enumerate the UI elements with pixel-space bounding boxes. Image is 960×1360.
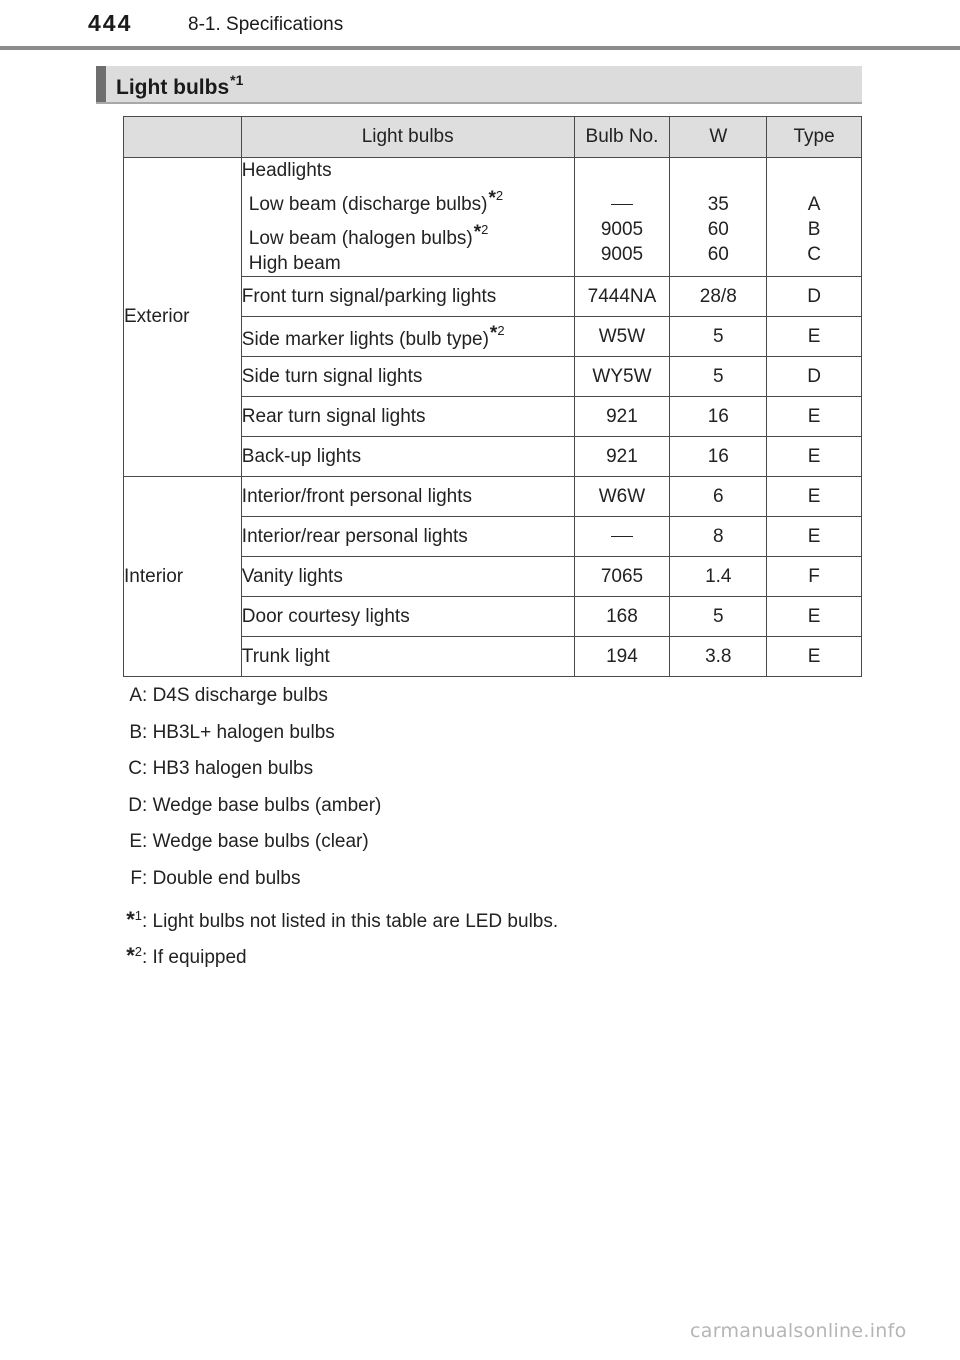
headlights-bulb-no xyxy=(574,158,670,277)
watt-cell: 5 xyxy=(670,597,767,637)
interior-rear-label: Interior/rear personal lights xyxy=(241,517,574,557)
low-beam-discharge-type: A xyxy=(807,194,821,215)
bulb-no-cell xyxy=(574,517,670,557)
watt-cell: 16 xyxy=(670,437,767,477)
high-beam-type: C xyxy=(807,244,821,265)
type-cell: E xyxy=(767,317,862,357)
low-beam-discharge-label: Low beam (discharge bulbs)*$^2$ xyxy=(248,188,504,215)
type-cell: E xyxy=(767,597,862,637)
header-watt: W xyxy=(670,117,767,158)
legend-item: C: HB3 halogen bulbs xyxy=(128,758,314,780)
type-cell: E xyxy=(767,477,862,517)
bulb-no-cell: W5W xyxy=(574,317,670,357)
footnote-1: *$^1$: Light bulbs not listed in this table are LED bulbs. xyxy=(126,906,559,932)
type-cell: F xyxy=(767,557,862,597)
category-exterior: Exterior xyxy=(124,158,242,477)
footnote-2: *$^2$: If equipped xyxy=(126,943,247,969)
type-legend xyxy=(104,683,558,976)
header-divider xyxy=(0,46,960,50)
headlights-watt xyxy=(670,158,767,277)
bulb-no-cell: 921 xyxy=(574,397,670,437)
type-cell: E xyxy=(767,437,862,477)
dash-mark xyxy=(611,536,633,537)
watt-cell: 8 xyxy=(670,517,767,557)
dash-mark xyxy=(611,204,633,205)
footnote-mark: *$^2$ xyxy=(473,222,489,243)
header-type: Type xyxy=(767,117,862,158)
low-beam-halogen-watt: 60 xyxy=(707,219,729,240)
legend-item: A: D4S discharge bulbs xyxy=(129,685,328,706)
type-cell: E xyxy=(767,637,862,677)
bulb-no-cell: 7065 xyxy=(574,557,670,597)
legend-item: F: Double end bulbs xyxy=(130,867,301,889)
bulb-no-cell: 921 xyxy=(574,437,670,477)
type-cell: D xyxy=(767,277,862,317)
category-interior: Interior xyxy=(124,477,242,677)
light-bulbs-table xyxy=(123,116,862,677)
bulb-no-cell: WY5W xyxy=(574,357,670,397)
legend-item: B: HB3L+ halogen bulbs xyxy=(129,721,335,743)
legend-item: D: Wedge base bulbs (amber) xyxy=(128,794,382,816)
legend-item: E: Wedge base bulbs (clear) xyxy=(129,831,369,853)
type-cell: D xyxy=(767,357,862,397)
type-cell: E xyxy=(767,397,862,437)
low-beam-discharge-watt: 35 xyxy=(707,194,729,215)
watt-cell: 5 xyxy=(670,357,767,397)
headlights-label: Headlights xyxy=(241,160,332,181)
low-beam-discharge-bulb-no xyxy=(575,192,670,217)
high-beam-label: High beam xyxy=(248,253,341,274)
watt-cell: 3.8 xyxy=(670,637,767,677)
rear-turn-signal-label: Rear turn signal lights xyxy=(241,397,574,437)
watt-cell: 16 xyxy=(670,397,767,437)
door-courtesy-label: Door courtesy lights xyxy=(241,597,574,637)
type-cell: E xyxy=(767,517,862,557)
vanity-lights-label: Vanity lights xyxy=(241,557,574,597)
low-beam-halogen-type: B xyxy=(807,219,821,240)
interior-front-label: Interior/front personal lights xyxy=(241,477,574,517)
heading-title xyxy=(116,72,243,100)
back-up-lights-label: Back-up lights xyxy=(241,437,574,477)
watt-cell: 28/8 xyxy=(670,277,767,317)
section-heading xyxy=(96,66,862,104)
header-light-bulbs: Light bulbs xyxy=(241,117,574,158)
page-number: 444 xyxy=(88,10,133,36)
footnote-mark: *$^2$ xyxy=(489,322,505,344)
bulb-no-cell: W6W xyxy=(574,477,670,517)
side-marker-label: Side marker lights (bulb type)*$^2$ xyxy=(241,317,574,357)
trunk-light-label: Trunk light xyxy=(241,637,574,677)
heading-title-text: Light bulbs xyxy=(116,76,230,99)
bulb-no-cell: 7444NA xyxy=(574,277,670,317)
bulb-no-cell: 194 xyxy=(574,637,670,677)
watt-cell: 1.4 xyxy=(670,557,767,597)
footnote-mark: *$^2$ xyxy=(488,188,504,209)
header-bulb-no: Bulb No. xyxy=(574,117,670,158)
high-beam-bulb-no: 9005 xyxy=(600,244,644,265)
section-title: 8-1. Specifications xyxy=(188,14,344,35)
heading-footnote-mark: *1 xyxy=(230,72,244,88)
low-beam-halogen-label: Low beam (halogen bulbs)*$^2$ xyxy=(248,222,489,249)
headlights-cell xyxy=(241,158,574,277)
bulb-no-cell: 168 xyxy=(574,597,670,637)
page-header xyxy=(0,0,960,52)
low-beam-halogen-bulb-no: 9005 xyxy=(600,219,644,240)
front-turn-signal-label: Front turn signal/parking lights xyxy=(241,277,574,317)
table-row xyxy=(124,477,862,517)
side-turn-signal-label: Side turn signal lights xyxy=(241,357,574,397)
table-row xyxy=(124,158,862,277)
header-blank xyxy=(124,117,242,158)
watt-cell: 5 xyxy=(670,317,767,357)
watt-cell: 6 xyxy=(670,477,767,517)
heading-accent-bar xyxy=(96,66,106,102)
watermark: carmanualsonline.info xyxy=(690,1320,907,1342)
high-beam-watt: 60 xyxy=(707,244,729,265)
headlights-type xyxy=(767,158,862,277)
table-header-row xyxy=(124,117,862,158)
